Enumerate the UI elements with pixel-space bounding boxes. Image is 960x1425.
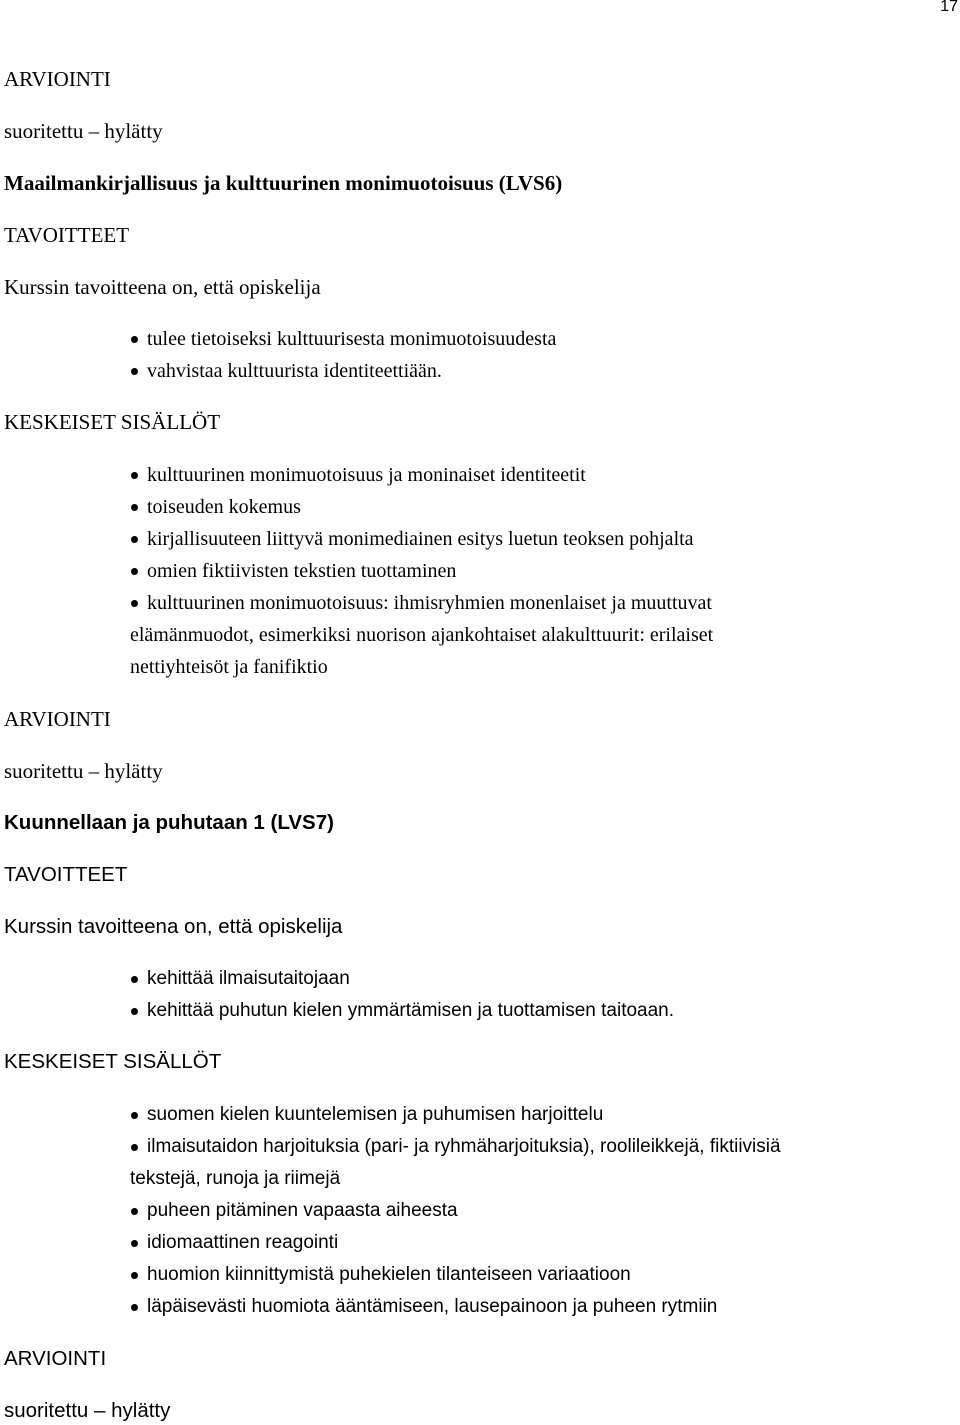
contents-list [130,459,713,683]
bullet-icon [131,600,138,607]
bullet-icon [131,568,138,575]
goals-list [130,963,674,1027]
list-item: idiomaattinen reagointi [130,1227,781,1259]
bullet-icon [131,1208,138,1215]
list-item: omien fiktiivisten tekstien tuottaminen [130,555,713,587]
bullet-icon [131,536,138,543]
list-item: puheen pitäminen vapaasta aiheesta [130,1195,781,1227]
list-item: huomion kiinnittymistä puhekielen tilanteiseen variaatioon [130,1259,781,1291]
bullet-icon [131,1304,138,1311]
goals-heading: TAVOITTEET [4,863,128,886]
course-title: Maailmankirjallisuus ja kulttuurinen monimuotoisuus (LVS6) [4,171,563,195]
list-item: vahvistaa kulttuurista identiteettiään. [130,355,556,387]
list-item: kulttuurinen monimuotoisuus ja moninaiset identiteetit [130,459,713,491]
assessment-grading: suoritettu – hylätty [4,1399,171,1422]
list-item: ilmaisutaidon harjoituksia (pari- ja ryhmäharjoituksia), roolileikkejä, fiktiivisiä tekstejä, runoja ja riimejä [130,1131,781,1195]
list-item: kulttuurinen monimuotoisuus: ihmisryhmien monenlaiset ja muuttuvat elämänmuodot, esimerkiksi nuorison ajankohtaiset alakulttuurit: erilaiset nettiyhteisöt ja fanifiktio [130,587,713,683]
list-item: kirjallisuuteen liittyvä monimediainen esitys luetun teoksen pohjalta [130,523,713,555]
assessment-heading: ARVIOINTI [4,67,111,91]
contents-heading: KESKEISET SISÄLLÖT [4,410,221,434]
bullet-icon [131,1272,138,1279]
contents-heading: KESKEISET SISÄLLÖT [4,1050,222,1073]
list-item-continuation: nettiyhteisöt ja fanifiktio [130,656,328,678]
list-item: kehittää ilmaisutaitojaan [130,963,674,995]
bullet-icon [131,336,138,343]
bullet-icon [131,472,138,479]
page-number: 17 [940,0,958,15]
bullet-icon [131,976,138,983]
list-item: suomen kielen kuuntelemisen ja puhumisen harjoittelu [130,1099,781,1131]
list-item: kehittää puhutun kielen ymmärtämisen ja tuottamisen taitoaan. [130,995,674,1027]
goals-list [130,323,556,387]
bullet-icon [131,1008,138,1015]
assessment-grading: suoritettu – hylätty [4,759,163,783]
bullet-icon [131,368,138,375]
contents-list [130,1099,781,1323]
assessment-heading: ARVIOINTI [4,707,111,731]
list-item: tulee tietoiseksi kulttuurisesta monimuotoisuudesta [130,323,556,355]
goals-intro: Kurssin tavoitteena on, että opiskelija [4,275,321,299]
goals-heading: TAVOITTEET [4,223,130,247]
assessment-heading: ARVIOINTI [4,1347,107,1370]
bullet-icon [131,1144,138,1151]
assessment-grading: suoritettu – hylätty [4,119,163,143]
list-item: toiseuden kokemus [130,491,713,523]
bullet-icon [131,504,138,511]
list-item: läpäisevästi huomiota ääntämiseen, lausepainoon ja puheen rytmiin [130,1291,781,1323]
bullet-icon [131,1240,138,1247]
list-item-continuation: elämänmuodot, esimerkiksi nuorison ajankohtaiset alakulttuurit: erilaiset [130,624,714,646]
bullet-icon [131,1112,138,1119]
course-title: Kuunnellaan ja puhutaan 1 (LVS7) [4,811,334,834]
goals-intro: Kurssin tavoitteena on, että opiskelija [4,915,343,938]
list-item-continuation: tekstejä, runoja ja riimejä [130,1168,341,1189]
